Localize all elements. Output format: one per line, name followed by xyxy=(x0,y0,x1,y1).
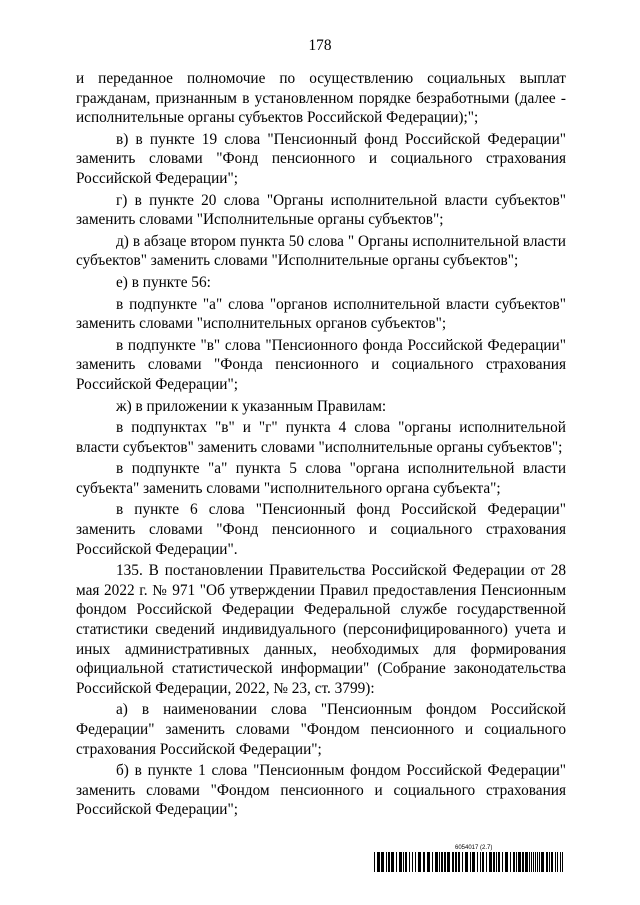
paragraph: д) в абзаце втором пункта 50 слова " Органы исполнительной власти субъектов" заменить словами "Исполнительные органы субъектов"; xyxy=(76,232,566,270)
paragraph: в подпункте "а" пункта 5 слова "органа исполнительной власти субъекта" заменить словами "исполнительного органа субъекта"; xyxy=(76,460,566,497)
paragraph: ж) в приложении к указанным Правилам: xyxy=(116,397,387,415)
paragraph: в подпункте "в" слова "Пенсионного фонда Российской Федерации" заменить словами "Фонда пенсионного и социального страхования Российской Федерации"; xyxy=(76,336,566,393)
paragraph: и переданное полномочие по осуществлению социальных выплат гражданам, признанным в установленном порядке безработными (далее - исполнительные органы субъектов Российской Федерации);"; xyxy=(76,70,566,127)
paragraph: в пункте 6 слова "Пенсионный фонд Российской Федерации" заменить словами "Фонд пенсионного и социального страхования Российской Федерации". xyxy=(76,501,566,558)
document-stamp: 6054017 (2.7) xyxy=(455,845,493,851)
document-body xyxy=(76,69,566,820)
paragraph: б) в пункте 1 слова "Пенсионным фондом Российской Федерации" заменить словами "Фондом пенсионного и социального страхования Российской Федерации"; xyxy=(76,762,566,819)
barcode-icon xyxy=(374,852,566,872)
page-number: 178 xyxy=(308,37,332,54)
paragraph: в) в пункте 19 слова "Пенсионный фонд Российской Федерации" заменить словами "Фонд пенсионного и социального страхования Российской Федерации"; xyxy=(76,130,566,187)
paragraph: е) в пункте 56: xyxy=(116,273,211,291)
paragraph: а) в наименовании слова "Пенсионным фондом Российской Федерации" заменить словами "Фондом пенсионного и социального страхования Российской Федерации"; xyxy=(76,701,566,758)
paragraph: 135. В постановлении Правительства Российской Федерации от 28 мая 2022 г. № 971 "Об утверждении Правил предоставления Пенсионным фондом Российской Федерации Федеральной службе государственной статистики сведений индивидуального (персонифицированного) учета и иных административных данных, необходимых для формирования официальной статистической информации" (Собрание законодательства Российской Федерации, 2022, № 23, ст. 3799): xyxy=(76,562,566,697)
paragraph: г) в пункте 20 слова "Органы исполнительной власти субъектов" заменить словами "Исполнительные органы субъектов"; xyxy=(76,191,566,229)
paragraph: в подпунктах "в" и "г" пункта 4 слова "органы исполнительной власти субъектов" заменить словами "исполнительные органы субъектов"; xyxy=(76,419,566,456)
paragraph: в подпункте "а" слова "органов исполнительной власти субъектов" заменить словами "исполнительных органов субъектов"; xyxy=(76,295,566,333)
